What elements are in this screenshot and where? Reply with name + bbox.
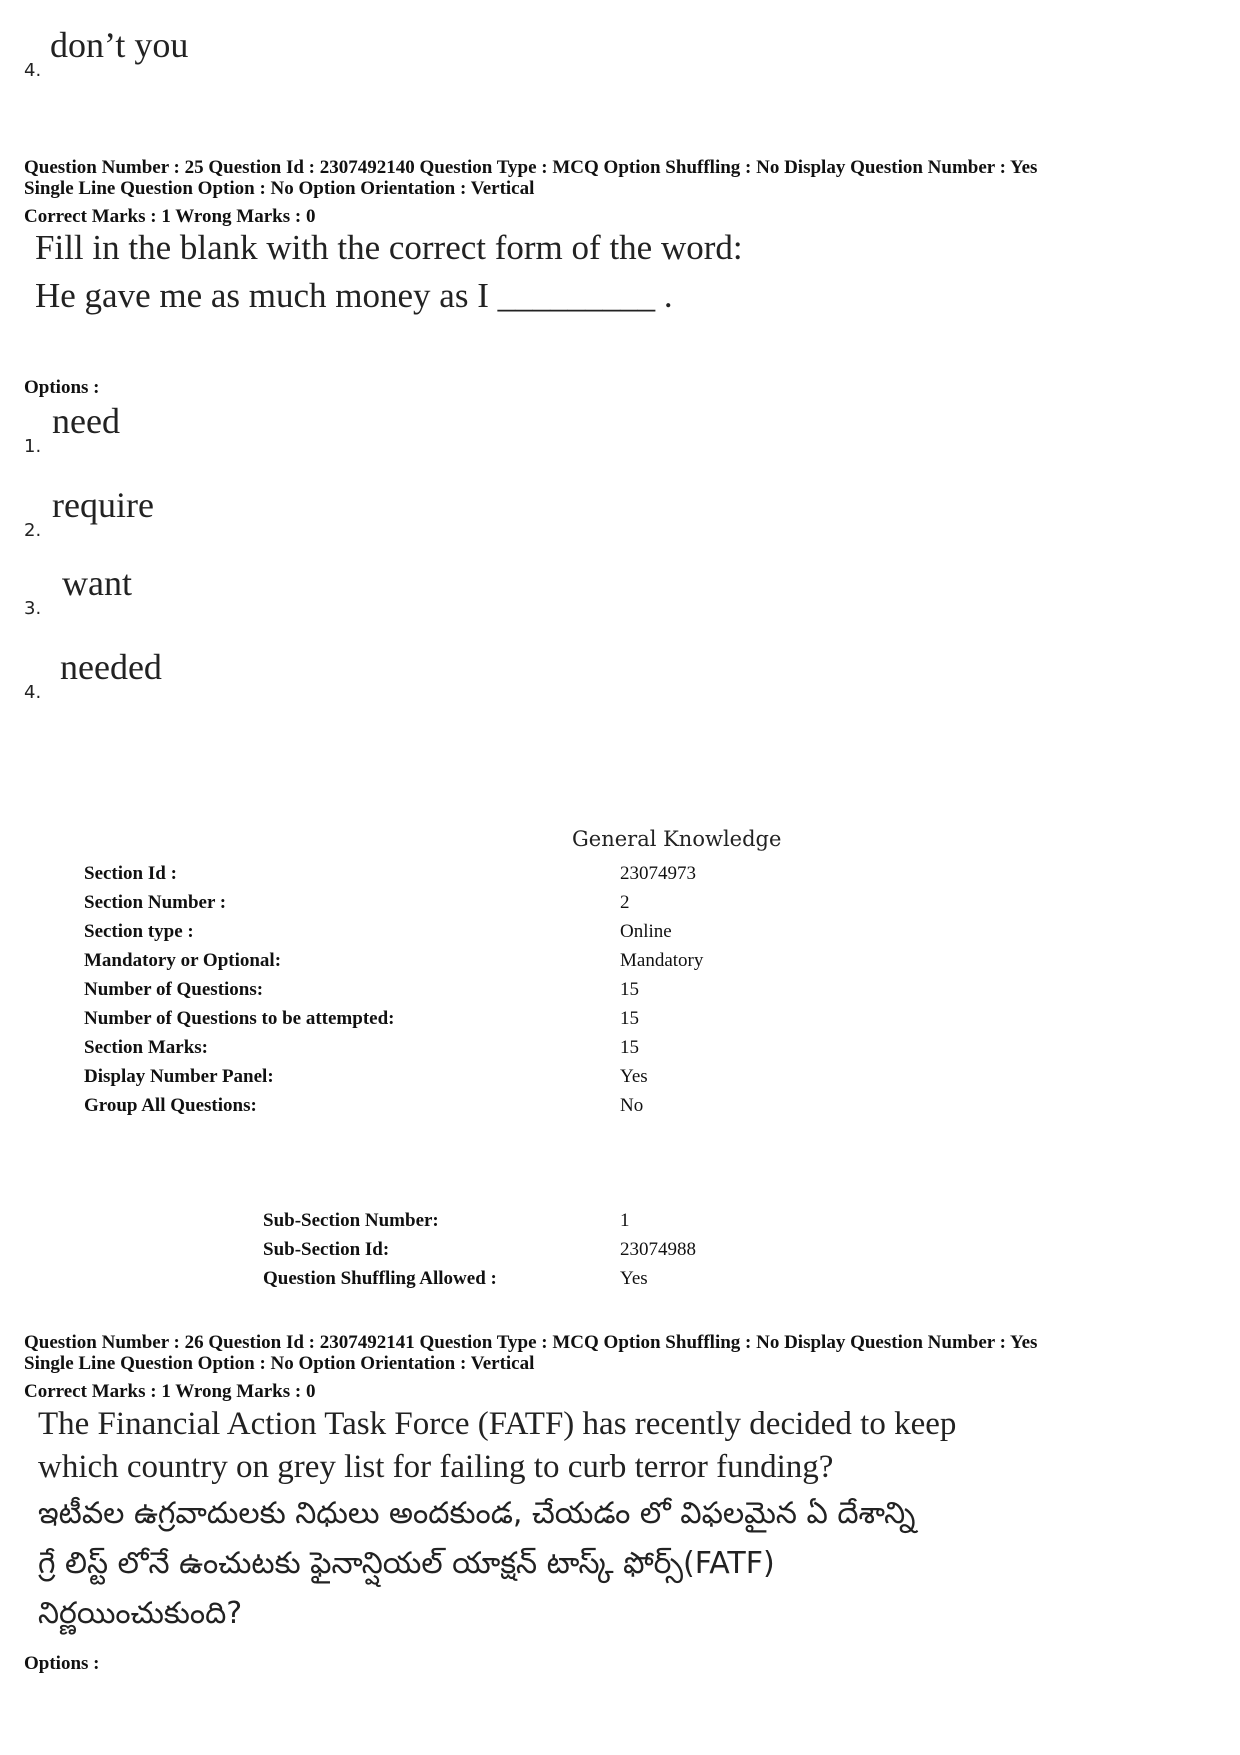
- q25-options-label: Options :: [24, 377, 100, 398]
- subsection-row-value: Yes: [620, 1268, 648, 1289]
- section-row-value: 15: [620, 1008, 639, 1029]
- section-row-label: Section Number :: [84, 892, 227, 913]
- section-row-value: 23074973: [620, 863, 696, 884]
- section-row-value: Mandatory: [620, 950, 704, 971]
- option-text: want: [62, 563, 132, 603]
- section-row-value: 2: [620, 892, 630, 913]
- section-row-value: Yes: [620, 1066, 648, 1087]
- option-text: need: [52, 401, 120, 441]
- subsection-row-value: 23074988: [620, 1239, 696, 1260]
- subsection-row-value: 1: [620, 1210, 630, 1231]
- section-row-value: Online: [620, 921, 672, 942]
- section-row-value: 15: [620, 979, 639, 1000]
- subsection-row-label: Sub-Section Id:: [263, 1239, 390, 1260]
- q25-marks: Correct Marks : 1 Wrong Marks : 0: [24, 206, 316, 227]
- q25-question-image: [35, 224, 743, 320]
- q26-question-image: [38, 1403, 956, 1639]
- q26-options-label: Options :: [24, 1653, 100, 1674]
- q26-question-te-line1: ఇటీవల ఉగ్రవాదులకు నిధులు అందకుండ, చేయడం లో విఫలమైన ఏ దేశాన్ని: [38, 1496, 916, 1531]
- option-text: require: [52, 485, 154, 525]
- option-text: don’t you: [50, 25, 189, 65]
- q26-question-en-line2: which country on grey list for failing to curb terror funding?: [38, 1449, 834, 1485]
- section-row-label: Number of Questions:: [84, 979, 264, 1000]
- q26-question-te-line2: గ్రే లిస్ట్ లోనే ఉంచుటకు ఫైనాన్షియల్ యాక్షన్ టాస్క్ ఫోర్స్(FATF): [38, 1546, 775, 1581]
- q26-marks: Correct Marks : 1 Wrong Marks : 0: [24, 1381, 316, 1402]
- subsection-row-label: Sub-Section Number:: [263, 1210, 439, 1231]
- subsection-row-label: Question Shuffling Allowed :: [263, 1268, 497, 1289]
- q25-meta-line1: Question Number : 25 Question Id : 2307492140 Question Type : MCQ Option Shuffling : No Display Question Number : Yes: [24, 157, 1038, 178]
- q26-meta-line2: Single Line Question Option : No Option Orientation : Vertical: [24, 1353, 535, 1374]
- option-number: 1.: [24, 436, 42, 457]
- q26-question-te-line3: నిర్ణయించుకుంది?: [38, 1596, 243, 1631]
- section-row-value: No: [620, 1095, 644, 1116]
- q26-meta-line1: Question Number : 26 Question Id : 2307492141 Question Type : MCQ Option Shuffling : No Display Question Number : Yes: [24, 1332, 1038, 1353]
- q25-question-line1: Fill in the blank with the correct form of the word:: [35, 228, 743, 267]
- q26-question-en-line1: The Financial Action Task Force (FATF) has recently decided to keep: [38, 1406, 957, 1442]
- section-row-label: Section type :: [84, 921, 194, 942]
- option-number: 3.: [24, 598, 42, 619]
- section-title: General Knowledge: [572, 827, 782, 851]
- section-row-label: Number of Questions to be attempted:: [84, 1008, 395, 1029]
- section-row-label: Display Number Panel:: [84, 1066, 274, 1087]
- option-text: needed: [60, 647, 162, 687]
- option-number: 4.: [24, 682, 42, 703]
- section-row-label: Mandatory or Optional:: [84, 950, 282, 971]
- q25-meta-line2: Single Line Question Option : No Option Orientation : Vertical: [24, 178, 535, 199]
- option-number: 4.: [24, 60, 42, 81]
- section-row-value: 15: [620, 1037, 639, 1058]
- q25-question-line2: He gave me as much money as I _________ .: [35, 276, 673, 315]
- option-number: 2.: [24, 520, 42, 541]
- section-row-label: Section Marks:: [84, 1037, 209, 1058]
- section-row-label: Group All Questions:: [84, 1095, 257, 1116]
- section-row-label: Section Id :: [84, 863, 177, 884]
